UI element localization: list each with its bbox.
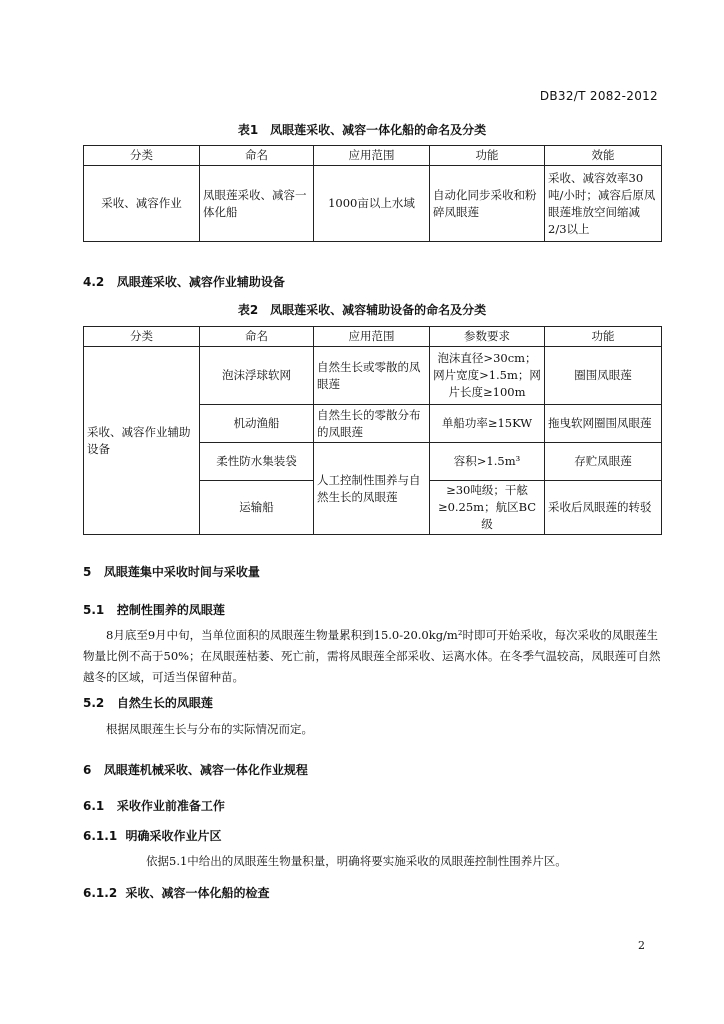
table1-header-cell: 功能 — [430, 146, 545, 166]
table1 — [83, 145, 662, 242]
table1-header-cell: 应用范围 — [314, 146, 430, 166]
section-5-1-heading — [83, 601, 225, 618]
table2-cell-name: 运输船 — [200, 481, 314, 535]
section-6-1-1-heading — [83, 827, 222, 844]
table2-cell-params: 单船功率≥15KW — [430, 405, 545, 443]
table2-cell-params: 泡沫直径>30cm；网片宽度>1.5m；网片长度≥100m — [430, 347, 545, 405]
section-6-1-2-heading — [83, 884, 270, 901]
section-5-1-paragraph: 8月底至9月中旬，当单位面积的凤眼莲生物量累积到15.0-20.0kg/m²时即可开始采收，每次采收的凤眼莲生物量比例不高于50%；在凤眼莲枯萎、死亡前，需将凤眼莲全部采收、运离水体。在冬季气温较高，凤眼莲可自然越冬的区域，可适当保留种苗。 — [83, 628, 661, 684]
table1-cell-category: 采收、减容作业 — [84, 166, 200, 242]
section-title: 凤眼莲集中采收时间与采收量 — [103, 565, 260, 579]
table2-cell-function: 存贮凤眼莲 — [545, 443, 662, 481]
table2-cell-params: ≥30吨级；干舷≥0.25m；航区BC级 — [430, 481, 545, 535]
table1-header-row — [84, 146, 662, 166]
table2-caption: 表2 凤眼莲采收、减容辅助设备的命名及分类 — [237, 303, 487, 317]
section-6-1-heading — [83, 797, 225, 814]
table2-header-cell: 功能 — [545, 327, 662, 347]
table2-cell-params: 容积>1.5m³ — [430, 443, 545, 481]
section-5-2-paragraph: 根据凤眼莲生长与分布的实际情况而定。 — [106, 722, 313, 736]
section-6-1-1-paragraph: 依据5.1中给出的凤眼莲生物量积量，明确将要实施采收的凤眼莲控制性围养片区。 — [146, 854, 567, 868]
section-title: 凤眼莲采收、减容作业辅助设备 — [116, 275, 285, 289]
table2-cell-name: 柔性防水集装袋 — [200, 443, 314, 481]
section-number: 5.2 — [83, 696, 105, 710]
section-6-heading — [83, 761, 308, 778]
table-row — [84, 166, 662, 242]
standard-code: DB32/T 2082-2012 — [539, 89, 658, 103]
section-number: 6.1.1 — [83, 829, 118, 843]
page-number: 2 — [638, 939, 645, 952]
table1-cell-function: 自动化同步采收和粉碎凤眼莲 — [430, 166, 545, 242]
table1-header-cell: 分类 — [84, 146, 200, 166]
table2-cell-name: 机动渔船 — [200, 405, 314, 443]
table2-cell-scope: 自然生长的零散分布的凤眼莲 — [314, 405, 430, 443]
table2-header-cell: 分类 — [84, 327, 200, 347]
section-title: 凤眼莲机械采收、减容一体化作业规程 — [103, 763, 308, 777]
table1-header-cell: 效能 — [545, 146, 662, 166]
table1-cell-name: 凤眼莲采收、减容一体化船 — [200, 166, 314, 242]
section-number: 4.2 — [83, 275, 105, 289]
section-number: 5 — [83, 565, 92, 579]
table1-caption: 表1 凤眼莲采收、减容一体化船的命名及分类 — [237, 123, 487, 137]
section-number: 5.1 — [83, 603, 105, 617]
section-number: 6.1 — [83, 799, 105, 813]
table1-cell-scope: 1000亩以上水域 — [314, 166, 430, 242]
table2-cell-category: 采收、减容作业辅助设备 — [84, 347, 200, 535]
section-title: 控制性围养的凤眼莲 — [116, 603, 225, 617]
section-4-2-heading — [83, 273, 285, 290]
section-5-heading — [83, 563, 260, 580]
table2-header-cell: 命名 — [200, 327, 314, 347]
section-title: 采收、减容一体化船的检查 — [125, 886, 270, 900]
section-title: 明确采收作业片区 — [125, 829, 222, 843]
table-row — [84, 347, 662, 405]
table2-cell-function: 采收后凤眼莲的转驳 — [545, 481, 662, 535]
table2-cell-function: 圈围凤眼莲 — [545, 347, 662, 405]
table2-header-cell: 应用范围 — [314, 327, 430, 347]
table1-header-cell: 命名 — [200, 146, 314, 166]
table2-cell-scope-merged: 人工控制性围养与自然生长的凤眼莲 — [314, 443, 430, 535]
table2-cell-name: 泡沫浮球软网 — [200, 347, 314, 405]
section-number: 6 — [83, 763, 92, 777]
section-title: 采收作业前准备工作 — [116, 799, 225, 813]
section-title: 自然生长的凤眼莲 — [116, 696, 213, 710]
table2 — [83, 326, 662, 535]
table2-header-cell: 参数要求 — [430, 327, 545, 347]
table2-cell-function: 拖曳软网圈围凤眼莲 — [545, 405, 662, 443]
table2-cell-scope: 自然生长或零散的凤眼莲 — [314, 347, 430, 405]
table2-header-row — [84, 327, 662, 347]
section-number: 6.1.2 — [83, 886, 118, 900]
section-5-2-heading — [83, 694, 213, 711]
table1-cell-efficiency: 采收、减容效率30吨/小时；减容后原凤眼莲堆放空间缩减2/3以上 — [545, 166, 662, 242]
